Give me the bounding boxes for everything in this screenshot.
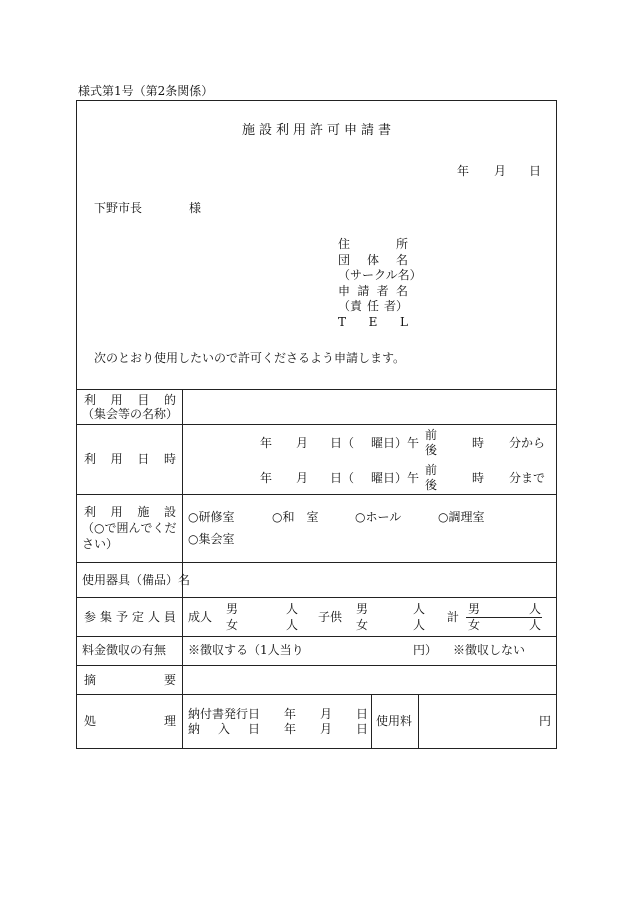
row-divider xyxy=(76,694,557,695)
tel-label[interactable]: T E L xyxy=(338,315,408,329)
child-male: 男 xyxy=(356,602,369,616)
start-weekday[interactable]: 曜日）午 xyxy=(371,436,420,450)
adult-male-count[interactable]: 人 xyxy=(286,602,299,616)
participants-label: 参 集 予 定 人 員 xyxy=(84,610,176,624)
start-day[interactable]: 日（ xyxy=(330,436,355,450)
purpose-sublabel: （集会等の名称） xyxy=(82,407,179,421)
end-hour[interactable]: 時 xyxy=(472,471,485,485)
issue-day[interactable]: 日 xyxy=(356,707,369,721)
end-month[interactable]: 月 xyxy=(296,471,309,485)
end-day[interactable]: 日（ xyxy=(330,471,355,485)
child-male-count[interactable]: 人 xyxy=(413,602,426,616)
end-weekday[interactable]: 曜日）午 xyxy=(371,471,420,485)
row-divider xyxy=(76,424,557,425)
issue-date-label: 納付書発行日 xyxy=(188,707,261,721)
payment-year[interactable]: 年 xyxy=(284,722,297,736)
row-divider xyxy=(76,389,557,390)
issue-year[interactable]: 年 xyxy=(284,707,297,721)
remarks-field[interactable] xyxy=(186,668,554,691)
date-day[interactable]: 日 xyxy=(529,164,542,178)
fee-label: 料金徴収の有無 xyxy=(82,643,167,657)
adult-female-count[interactable]: 人 xyxy=(286,618,299,632)
end-year[interactable]: 年 xyxy=(260,471,273,485)
option-cooking-room[interactable]: ○調理室 xyxy=(438,510,485,524)
form-title: 施設利用許可申請書 xyxy=(242,123,396,138)
row-divider xyxy=(76,665,557,666)
row-divider xyxy=(76,636,557,637)
issue-month[interactable]: 月 xyxy=(320,707,333,721)
group-name-label[interactable]: 団 体 名 xyxy=(338,253,408,267)
start-month[interactable]: 月 xyxy=(296,436,309,450)
option-japanese-room[interactable]: ○和 室 xyxy=(272,510,319,524)
facility-instruction: （○で囲んでくだ xyxy=(82,521,177,535)
label-column-divider xyxy=(182,389,183,749)
usage-fee-amount[interactable]: 円 xyxy=(539,714,552,728)
payment-date-label: 納 入 日 xyxy=(188,722,260,736)
equipment-label: 使用器具（備品）名 xyxy=(82,573,191,587)
adult-female: 女 xyxy=(226,618,239,632)
circle-name-label: （サークル名） xyxy=(338,268,422,282)
usage-fee-divider xyxy=(371,694,372,749)
row-divider xyxy=(76,562,557,563)
purpose-label: 利 用 目 的 xyxy=(84,393,176,407)
fee-no-collect-option[interactable]: ※徴収しない xyxy=(453,643,526,657)
end-am[interactable]: 前 xyxy=(425,463,438,477)
end-minute[interactable]: 分まで xyxy=(509,471,546,485)
end-pm[interactable]: 後 xyxy=(425,478,438,492)
row-divider xyxy=(76,494,557,495)
fee-amount-unit: 円） xyxy=(413,643,438,657)
responsible-person-label: （責 任 者） xyxy=(338,299,408,313)
start-hour[interactable]: 時 xyxy=(472,436,485,450)
start-year[interactable]: 年 xyxy=(260,436,273,450)
applicant-name-label[interactable]: 申 請 者 名 xyxy=(338,284,408,298)
facility-label: 利 用 施 設 xyxy=(84,505,176,519)
option-training-room[interactable]: ○研修室 xyxy=(188,510,235,524)
child-label: 子供 xyxy=(318,610,343,624)
start-am[interactable]: 前 xyxy=(425,428,438,442)
addressee-name: 下野市長 xyxy=(94,201,143,215)
usage-fee-label: 使用料 xyxy=(376,714,413,728)
adult-label: 成人 xyxy=(188,610,213,624)
start-minute[interactable]: 分から xyxy=(509,436,546,450)
total-female: 女 xyxy=(468,618,481,632)
usage-fee-divider xyxy=(418,694,419,749)
datetime-label: 利 用 日 時 xyxy=(84,452,176,466)
option-meeting-room[interactable]: ○集会室 xyxy=(188,532,235,546)
addressee-honorific: 様 xyxy=(189,201,202,215)
total-male-count[interactable]: 人 xyxy=(529,602,542,616)
remarks-label: 摘 要 xyxy=(84,673,176,687)
total-female-count[interactable]: 人 xyxy=(529,618,542,632)
total-male: 男 xyxy=(468,602,481,616)
total-label: 計 xyxy=(447,610,460,624)
date-year[interactable]: 年 xyxy=(457,164,470,178)
child-female: 女 xyxy=(356,618,369,632)
payment-day[interactable]: 日 xyxy=(356,722,369,736)
equipment-field[interactable] xyxy=(186,565,554,594)
form-number: 様式第1号（第2条関係） xyxy=(78,84,214,98)
fee-collect-option[interactable]: ※徴収する（1人当り xyxy=(188,643,304,657)
row-divider xyxy=(76,597,557,598)
option-hall[interactable]: ○ホール xyxy=(355,510,402,524)
child-female-count[interactable]: 人 xyxy=(413,618,426,632)
adult-male: 男 xyxy=(226,602,239,616)
request-statement: 次のとおり使用したいので許可くださるよう申請します。 xyxy=(94,351,406,365)
address-label[interactable]: 住 所 xyxy=(338,237,408,251)
processing-label: 処 理 xyxy=(84,714,176,728)
purpose-field[interactable] xyxy=(186,392,554,422)
facility-instruction-end: さい） xyxy=(82,537,119,551)
start-pm[interactable]: 後 xyxy=(425,443,438,457)
date-month[interactable]: 月 xyxy=(494,164,507,178)
payment-month[interactable]: 月 xyxy=(320,722,333,736)
